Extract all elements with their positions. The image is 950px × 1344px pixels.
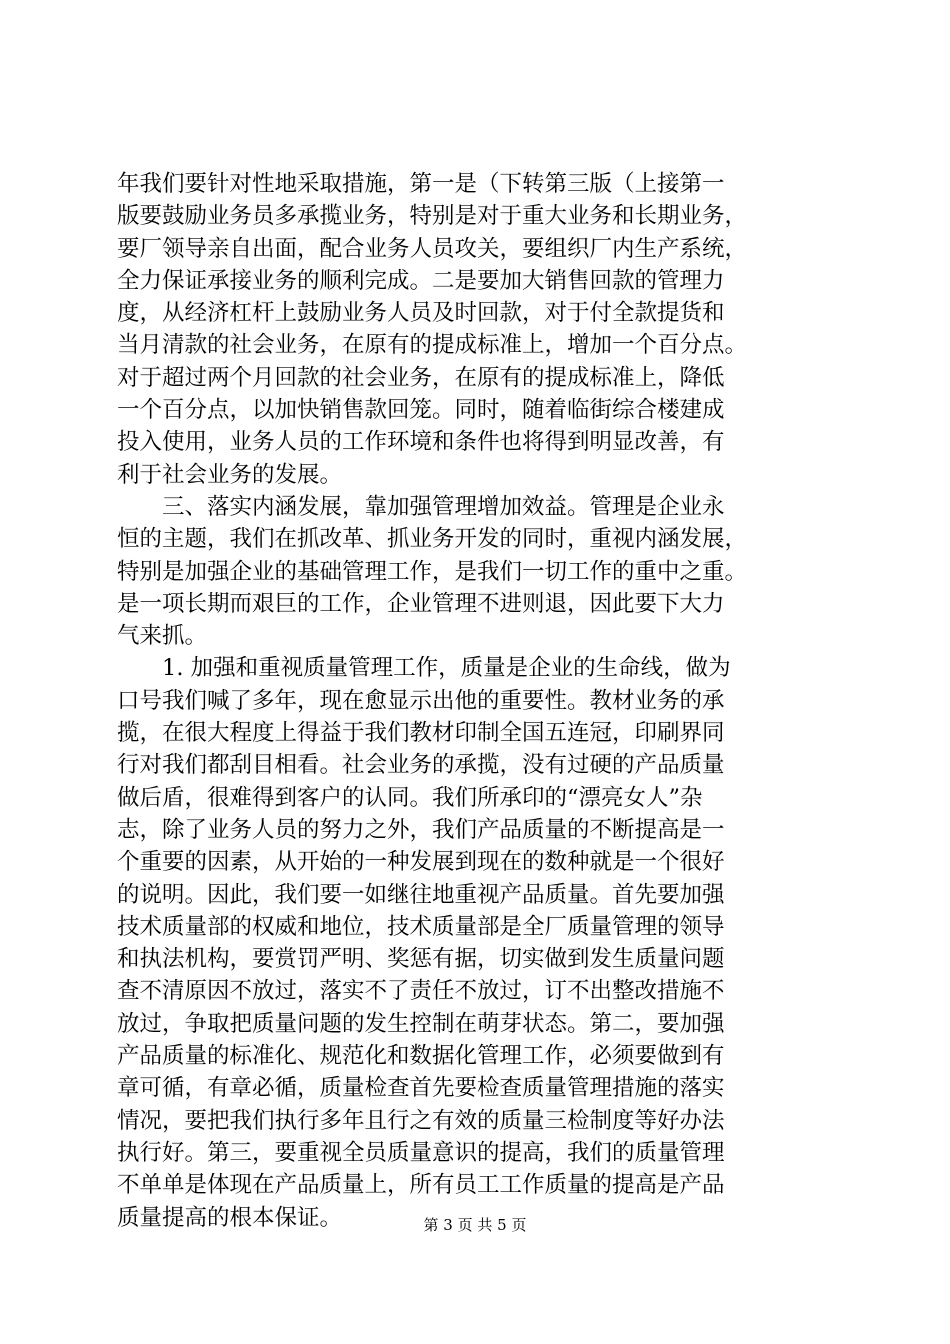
text-line: 气来抓。 — [117, 623, 208, 650]
text-line: 是一项长期而艰巨的工作，企业管理不进则退，因此要下大力 — [117, 590, 725, 617]
text-line: 做后盾，很难得到客户的认同。我们所承印的“漂亮女人”杂 — [117, 784, 703, 811]
text-line: 行对我们都刮目相看。社会业务的承揽，没有过硬的产品质量 — [117, 752, 725, 779]
text-line: 查不清原因不放过，落实不了责任不放过，订不出整改措施不 — [117, 978, 725, 1005]
text-line: 利于社会业务的发展。 — [117, 461, 343, 488]
text-line: 情况，要把我们执行多年且行之有效的质量三检制度等好办法 — [117, 1107, 725, 1134]
text-line: 三、落实内涵发展，靠加强管理增加效益。管理是企业永 — [117, 493, 725, 520]
text-line: 执行好。第三，要重视全员质量意识的提高，我们的质量管理 — [117, 1139, 725, 1166]
text-line: 一个百分点，以加快销售款回笼。同时，随着临街综合楼建成 — [117, 397, 725, 424]
text-line: 不单单是体现在产品质量上，所有员工工作质量的提高是产品 — [117, 1172, 725, 1199]
text-line: 揽，在很大程度上得益于我们教材印制全国五连冠，印刷界同 — [117, 720, 725, 747]
text-line: 技术质量部的权威和地位，技术质量部是全厂质量管理的领导 — [117, 913, 725, 940]
text-line: 和执法机构，要赏罚严明、奖惩有据，切实做到发生质量问题 — [117, 946, 725, 973]
text-line: 恒的主题，我们在抓改革、抓业务开发的同时，重视内涵发展， — [117, 526, 748, 553]
text-line: 投入使用，业务人员的工作环境和条件也将得到明显改善，有 — [117, 429, 725, 456]
text-line: 对于超过两个月回款的社会业务，在原有的提成标准上，降低 — [117, 364, 725, 391]
text-line: 章可循，有章必循，质量检查首先要检查质量管理措施的落实 — [117, 1075, 725, 1102]
text-line: 年我们要针对性地采取措施，第一是（下转第三版（上接第一 — [117, 171, 725, 197]
document-body — [117, 168, 837, 1234]
text-line: 的说明。因此，我们要一如继往地重视产品质量。首先要加强 — [117, 881, 725, 908]
text-line: 度，从经济杠杆上鼓励业务人员及时回款，对于付全款提货和 — [117, 300, 725, 327]
text-line: 质量提高的根本保证。 — [117, 1204, 343, 1231]
text-line: 1. 加强和重视质量管理工作，质量是企业的生命线，做为 — [117, 655, 731, 682]
text-line: 口号我们喊了多年，现在愈显示出他的重要性。教材业务的承 — [117, 687, 725, 714]
text-line: 放过，争取把质量问题的发生控制在萌芽状态。第二，要加强 — [117, 1010, 725, 1037]
text-line: 全力保证承接业务的顺利完成。二是要加大销售回款的管理力 — [117, 267, 725, 294]
text-line: 当月清款的社会业务，在原有的提成标准上，增加一个百分点。 — [117, 332, 748, 359]
text-line: 特别是加强企业的基础管理工作，是我们一切工作的重中之重。 — [117, 558, 748, 585]
page-footer: 第 3 页 共 5 页 — [423, 1216, 527, 1234]
text-line: 要厂领导亲自出面，配合业务人员攻关，要组织厂内生产系统， — [117, 235, 748, 262]
text-line: 志，除了业务人员的努力之外，我们产品质量的不断提高是一 — [117, 816, 725, 843]
text-line: 版要鼓励业务员多承揽业务，特别是对于重大业务和长期业务， — [117, 203, 748, 230]
text-line: 产品质量的标准化、规范化和数据化管理工作，必须要做到有 — [117, 1043, 725, 1070]
text-line: 个重要的因素，从开始的一种发展到现在的数种就是一个很好 — [117, 849, 725, 876]
